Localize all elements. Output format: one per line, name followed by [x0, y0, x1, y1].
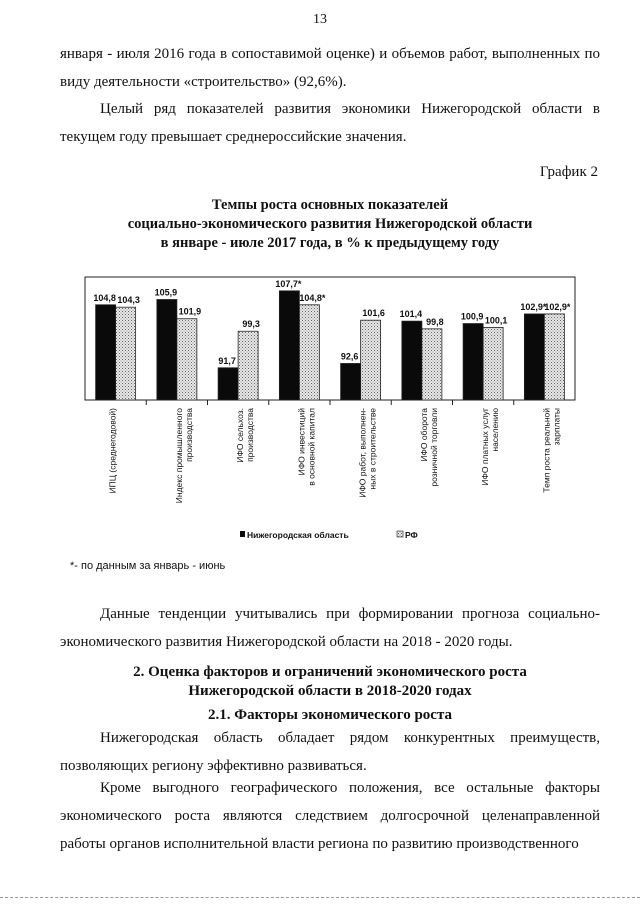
section-heading-line-2: Нижегородской области в 2018-2020 годах: [188, 683, 472, 699]
chart-title-line-3: в январе - июле 2017 года, в % к предыдущему году: [160, 235, 500, 251]
category-label-line: ИФО работ, выполнен-: [357, 408, 368, 498]
category-label: [108, 408, 118, 494]
data-label: 100,1: [484, 315, 508, 326]
bar-rf: [361, 320, 381, 400]
bar-nizhny-novgorod: [96, 305, 116, 400]
bar-nizhny-novgorod: [402, 321, 422, 400]
subsection-heading: 2.1. Факторы экономического роста: [207, 707, 453, 723]
category-label-line: Индекс промышленного: [173, 408, 184, 504]
data-label: 104,8: [93, 292, 116, 303]
category-label-line: Темп роста реальной: [541, 408, 552, 493]
bar-nizhny-novgorod: [279, 291, 299, 400]
data-label: 101,9: [178, 306, 202, 317]
data-label: 99,3: [242, 319, 260, 330]
category-label-line: в основной капитал: [306, 408, 317, 486]
intro-paragraph-1: января - июля 2016 года в сопоставимой оценке) и объемов работ, выполненных по виду деятельности «строительство» (92,6%).: [60, 46, 600, 90]
category-label-line: ИФО сельхоз.: [235, 408, 246, 463]
data-label: 92,6: [340, 351, 359, 362]
category-label: [174, 408, 194, 503]
data-label: 102,9*: [520, 301, 547, 312]
data-label: 107,7*: [275, 278, 302, 289]
chart-area: [80, 275, 585, 565]
category-label-line: населению: [490, 408, 501, 452]
category-label: [480, 407, 500, 485]
data-label: 104,3: [117, 295, 140, 306]
category-label: [296, 408, 316, 486]
section-heading-line-1: 2. Оценка факторов и ограничений экономического роста: [133, 664, 527, 680]
data-label: 104,8*: [299, 292, 326, 303]
factors-paragraph-2: Кроме выгодного географического положения, все остальные факторы экономического роста являются следствием долгосрочной целенаправленной работы органов исполнительной власти региона по развитию производственного: [60, 780, 600, 852]
data-label: 91,7: [218, 355, 236, 366]
chart-label: График 2: [539, 164, 598, 180]
bar-chart: [80, 275, 585, 565]
bar-rf: [177, 319, 197, 400]
chart-footnote: *- по данным за январь - июнь: [70, 560, 226, 572]
data-label: 105,9: [154, 287, 178, 298]
bar-nizhny-novgorod: [524, 314, 544, 400]
legend-swatch-rf: [397, 531, 403, 537]
category-label: [419, 408, 439, 487]
intro-paragraph-2: Целый ряд показателей развития экономики Нижегородской области в текущем году превышает среднероссийские значения.: [60, 101, 600, 145]
bar-rf: [483, 327, 503, 400]
bar-rf: [238, 331, 258, 400]
bar-rf: [422, 329, 442, 400]
chart-title-line-1: Темпы роста основных показателей: [211, 197, 449, 213]
category-label-line: зарплаты: [551, 408, 562, 446]
bar-rf: [299, 305, 319, 400]
legend-swatch-nizhny-novgorod: [240, 531, 245, 537]
bar-rf: [544, 314, 564, 400]
category-label-line: производства: [245, 408, 256, 462]
category-label-line: ИФО платных услуг: [480, 408, 491, 486]
chart-title-line-2: социально-экономического развития Нижегородской области: [127, 216, 533, 232]
legend-label-nizhny-novgorod: Нижегородская область: [247, 530, 349, 540]
category-label-line: ИФО инвестиций: [296, 408, 307, 476]
bar-nizhny-novgorod: [463, 324, 483, 400]
category-label-line: ИПЦ (среднегодовой): [107, 408, 118, 494]
category-label-line: ных в строительстве: [367, 408, 378, 490]
bar-rf: [116, 307, 136, 400]
category-label: [358, 408, 378, 498]
category-label-line: розничной торговли: [428, 408, 439, 487]
data-label: 102,9*: [544, 301, 571, 312]
page-bottom-divider: [0, 897, 640, 898]
category-label: [541, 408, 561, 493]
factors-paragraph-1: Нижегородская область обладает рядом конкурентных преимуществ, позволяющих региону эффективно развиваться.: [60, 730, 600, 774]
section-heading: [60, 663, 600, 701]
chart-title: [60, 196, 600, 253]
bar-nizhny-novgorod: [157, 300, 177, 400]
category-label-line: производства: [183, 408, 194, 462]
category-label: [235, 408, 255, 463]
data-label: 101,6: [362, 308, 385, 319]
legend-label-rf: РФ: [405, 530, 418, 540]
category-label-line: ИФО оборота: [418, 408, 429, 462]
paragraph-after-chart: Данные тенденции учитывались при формировании прогноза социально-экономического развития Нижегородской области на 2018 - 2020 годы.: [60, 606, 600, 650]
data-label: 100,9: [460, 311, 484, 322]
page-number: 13: [313, 12, 327, 27]
bar-nizhny-novgorod: [218, 368, 238, 400]
data-label: 99,8: [426, 316, 444, 327]
bar-nizhny-novgorod: [341, 363, 361, 400]
data-label: 101,4: [399, 309, 423, 320]
